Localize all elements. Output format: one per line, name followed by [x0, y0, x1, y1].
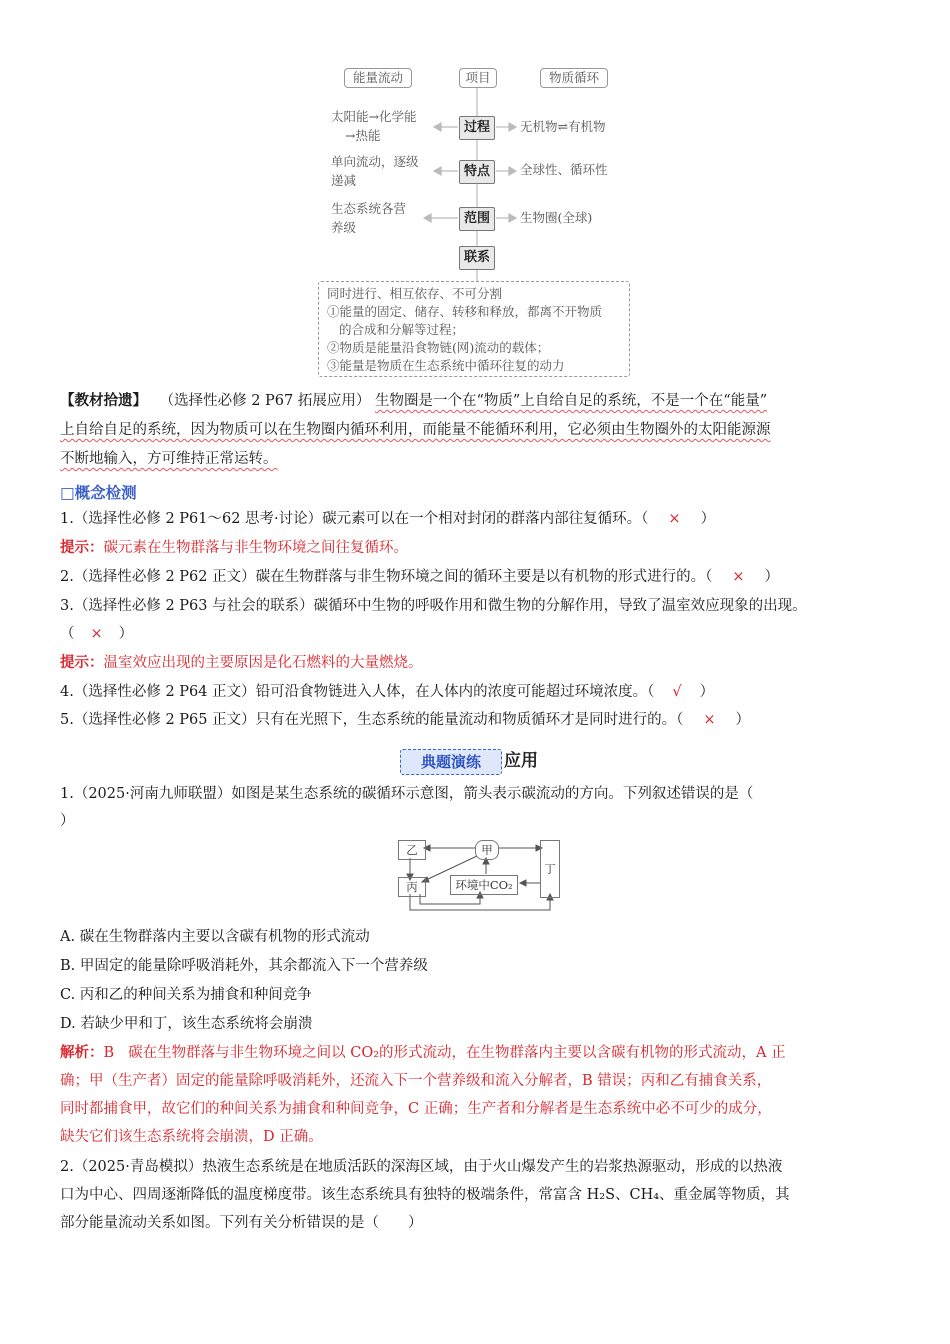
matter-process: 无机物⇌有机物 — [520, 119, 606, 134]
answer-mark: × — [703, 712, 716, 728]
item-text: （选择性必修 2 P61～62 思考·讨论）碳元素可以在一个相对封闭的群落内部往复循环。（ — [73, 511, 649, 527]
row-label-connection: 联系 — [459, 246, 495, 270]
hint-2: 提示：温室效应出现的主要原因是化石燃料的大量燃烧。 — [60, 654, 423, 671]
concept-item-4: 4.（选择性必修 2 P64 正文）铅可沿食物链进入人体，在人体内的浓度可能超过环境浓度。（ √ ） — [60, 684, 715, 700]
matter-scope: 生物圈(全球) — [520, 210, 593, 225]
energy-feature-line2: 递减 — [331, 173, 357, 188]
energy-scope-line2: 养级 — [331, 220, 357, 235]
textbook-source: （选择性必修 2 P67 拓展应用） — [159, 393, 371, 409]
item-number: 3. — [60, 598, 74, 614]
q2-line-2: 口为中心、四周逐渐降低的温度梯度带。该生态系统具有独特的极端条件，常富含 H₂S、CH₄、重金属等物质，其 — [60, 1187, 790, 1203]
item-text: （选择性必修 2 P62 正文）碳在生物群落与非生物环境之间的循环主要是以有机物的形式进行的。（ — [73, 569, 713, 585]
header-energy-flow: 能量流动 — [344, 68, 412, 88]
q2-line-3: 部分能量流动关系如图。下列有关分析错误的是（ ） — [60, 1215, 423, 1231]
q1-line-2: ） — [60, 813, 75, 829]
q1-analysis-line-4: 缺失它们该生态系统将会崩溃，D 正确。 — [60, 1129, 323, 1145]
row-label-feature: 特点 — [459, 160, 495, 184]
row-label-scope: 范围 — [459, 207, 495, 231]
answer-mark: × — [668, 511, 681, 527]
hint-label: 提示： — [60, 654, 104, 671]
node-yi: 乙 — [398, 840, 426, 860]
q1-option-c: C. 丙和乙的种间关系为捕食和种间竞争 — [60, 987, 312, 1003]
item-number: 5. — [60, 712, 74, 728]
answer-mark: √ — [672, 684, 682, 700]
energy-process-line1: 太阳能→化学能 — [331, 109, 417, 124]
concept-heading: □概念检测 — [60, 484, 137, 502]
connection-line-5: ③能量是物质在生态系统中循环往复的动力 — [327, 358, 565, 373]
concept-item-3-cont: （ × ） — [60, 626, 134, 642]
header-item: 项目 — [459, 68, 497, 88]
connection-box — [318, 281, 630, 377]
node-ding: 丁 — [540, 840, 560, 898]
textbook-text-3: 不断地输入，方可维持正常运转。 — [60, 451, 278, 467]
node-jia: 甲 — [475, 840, 499, 860]
item-number: 4. — [60, 684, 74, 700]
q1-option-a: A. 碳在生物群落内主要以含碳有机物的形式流动 — [60, 929, 370, 945]
energy-process-line2: →热能 — [345, 128, 381, 143]
q1-line-1: 1.（2025·河南九师联盟）如图是某生态系统的碳循环示意图，箭头表示碳流动的方向。下列叙述错误的是（ — [60, 786, 754, 802]
hint-1: 提示：碳元素在生物群落与非生物环境之间往复循环。 — [60, 539, 408, 556]
concept-item-1: 1.（选择性必修 2 P61～62 思考·讨论）碳元素可以在一个相对封闭的群落内部往复循环。（ × ） — [60, 511, 716, 527]
analysis-label: 解析： — [60, 1044, 104, 1061]
energy-feature-line1: 单向流动，逐级 — [331, 154, 419, 169]
answer-mark: × — [732, 569, 745, 585]
node-env-co2: 环境中CO₂ — [450, 875, 518, 895]
item-number: 1. — [60, 511, 74, 527]
textbook-label: 【教材拾遗】 — [60, 392, 147, 409]
item-text: （选择性必修 2 P64 正文）铅可沿食物链进入人体，在人体内的浓度可能超过环境浓度。（ — [73, 684, 655, 700]
row-label-process: 过程 — [459, 116, 495, 140]
matter-feature: 全球性、循环性 — [520, 162, 608, 177]
textbook-text-1: 生物圈是一个在“物质”上自给自足的系统，不是一个在“能量” — [374, 393, 768, 409]
q1-option-d: D. 若缺少甲和丁，该生态系统将会崩溃 — [60, 1016, 313, 1032]
connection-line-2: ①能量的固定、储存、转移和释放，都离不开物质 — [327, 304, 603, 319]
q1-analysis-line-3: 同时都捕食甲，故它们的种间关系为捕食和种间竞争，C 正确；生产者和分解者是生态系统中必不可少的成分， — [60, 1101, 772, 1117]
concept-item-5: 5.（选择性必修 2 P65 正文）只有在光照下，生态系统的能量流动和物质循环才是同时进行的。（ × ） — [60, 712, 751, 728]
item-text: （选择性必修 2 P63 与社会的联系）碳循环中生物的呼吸作用和微生物的分解作用，导致了温室效应现象的出现。 — [73, 598, 807, 614]
textbook-text-2: 上自给自足的系统，因为物质可以在生物圈内循环利用，而能量不能循环利用，它必须由生物圈外的太阳能源源 — [60, 422, 771, 438]
concept-item-3 — [60, 596, 807, 616]
concept-item-2: 2.（选择性必修 2 P62 正文）碳在生物群落与非生物环境之间的循环主要是以有机物的形式进行的。（ × ） — [60, 569, 780, 585]
q1-analysis-line-2: 确；甲（生产者）固定的能量除呼吸消耗外，还流入下一个营养级和流入分解者，B 错误；丙和乙有捕食关系， — [60, 1073, 772, 1089]
header-matter-cycle: 物质循环 — [540, 68, 608, 88]
connection-line-1: 同时进行、相互依存、不可分割 — [327, 286, 503, 301]
q1-option-b: B. 甲固定的能量除呼吸消耗外，其余都流入下一个营养级 — [60, 958, 428, 974]
practice-banner: 典题演练 — [400, 749, 502, 775]
q2-line-1: 2.（2025·青岛模拟）热液生态系统是在地质活跃的深海区域，由于火山爆发产生的岩浆热源驱动，形成的以热液 — [60, 1159, 783, 1175]
textbook-line-1 — [60, 391, 767, 411]
node-bing: 丙 — [398, 877, 426, 897]
item-text: （选择性必修 2 P65 正文）只有在光照下，生态系统的能量流动和物质循环才是同时进行的。（ — [73, 712, 684, 728]
item-number: 2. — [60, 569, 74, 585]
energy-scope-line1: 生态系统各营 — [331, 201, 407, 216]
answer-mark: × — [90, 626, 103, 642]
connection-line-4: ②物质是能量沿食物链(网)流动的载体； — [327, 340, 550, 355]
analysis-answer: B — [103, 1045, 115, 1061]
practice-banner-tail: 应用 — [504, 751, 538, 771]
connection-line-3: 的合成和分解等过程； — [339, 322, 465, 337]
hint-label: 提示： — [60, 539, 104, 556]
q1-analysis-line-1: 解析：B 碳在生物群落与非生物环境之间以 CO₂的形式流动，在生物群落内主要以含碳有机物的形式流动，A 正 — [60, 1044, 786, 1061]
